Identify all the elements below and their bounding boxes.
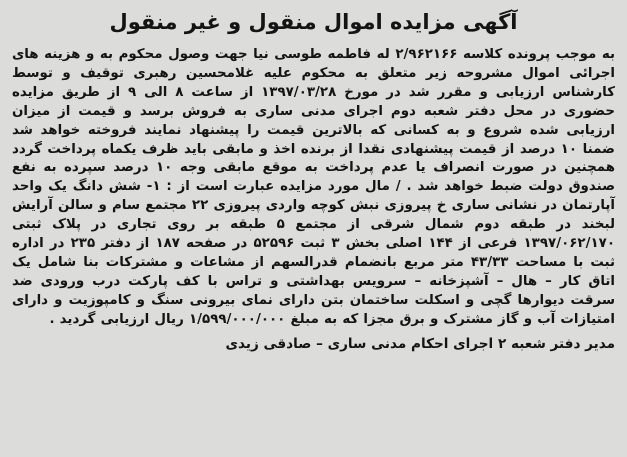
notice-signature: مدیر دفتر شعبه ۲ اجرای احکام مدنی ساری – صادقی زیدی: [225, 335, 615, 352]
notice-title: آگهی مزایده اموال منقول و غیر منقول: [109, 10, 518, 34]
notice-body: به موجب پرونده کلاسه ۲/۹۶۲۱۶۶ له فاطمه طوسی نیا جهت وصول محکوم به و هزینه های اجرائی اموال مشروحه زیر متعلق به محکوم علیه غلامحسین رهبری توقیف و توسط کارشناس ارزیابی و مقرر شد در مورخ ۱۳۹۷/۰۳/۲۸ از ساعت ۸ الی ۹ از طریق مزایده حضوری در محل دفتر شعبه دوم اجرای مدنی ساری به فروش برسد و قیمت از میزان ارزیابی شده شروع و به کسانی که بالاترین قیمت را پیشنهاد نمایند فروخته خواهد شد ضمنا ۱۰ درصد از قیمت پیشنهادی نقدا از برنده اخذ و مابقی باید ظرف یکماه پرداخت گردد همچنین در صورت انصراف یا عدم پرداخت به موقع مابقی وجه ۱۰ درصد سپرده به نفع صندوق دولت ضبط خواهد شد . / مال مورد مزایده عبارت است از : ۱- شش دانگ یک واحد آپارتمان در نشانی ساری خ پیروزی نبش کوچه واردی پیروزی ۲۲ مجتمع سام و سالن آرایش لبخند در طبقه دوم شمال شرقی از مجتمع ۵ طبقه بر روی تجاری در پلاک ثبتی ۱۳۹۷/۰۶۲/۱۷۰ فرعی از ۱۴۴ اصلی بخش ۳ ثبت ۵۲۵۹۶ در صفحه ۱۸۷ از دفتر ۲۳۵ در اداره ثبت با مساحت ۴۳/۳۳ متر مربع بانضمام قدرالسهم از مشاعات و مشترکات بنا شامل یک اتاق کار – هال – آشپزخانه – سرویس بهداشتی و تراس با کف پارکت درب ورودی ضد سرقت دیوارها گچی و اسکلت ساختمان بتن دارای نمای بیرونی سنگ و کامپوزیت و دارای امتیازات آب و گاز مشترک و برق مجزا که به مبلغ ۱/۵۹۹/۰۰۰/۰۰۰ ریال ارزیابی گردید .: [12, 47, 616, 327]
